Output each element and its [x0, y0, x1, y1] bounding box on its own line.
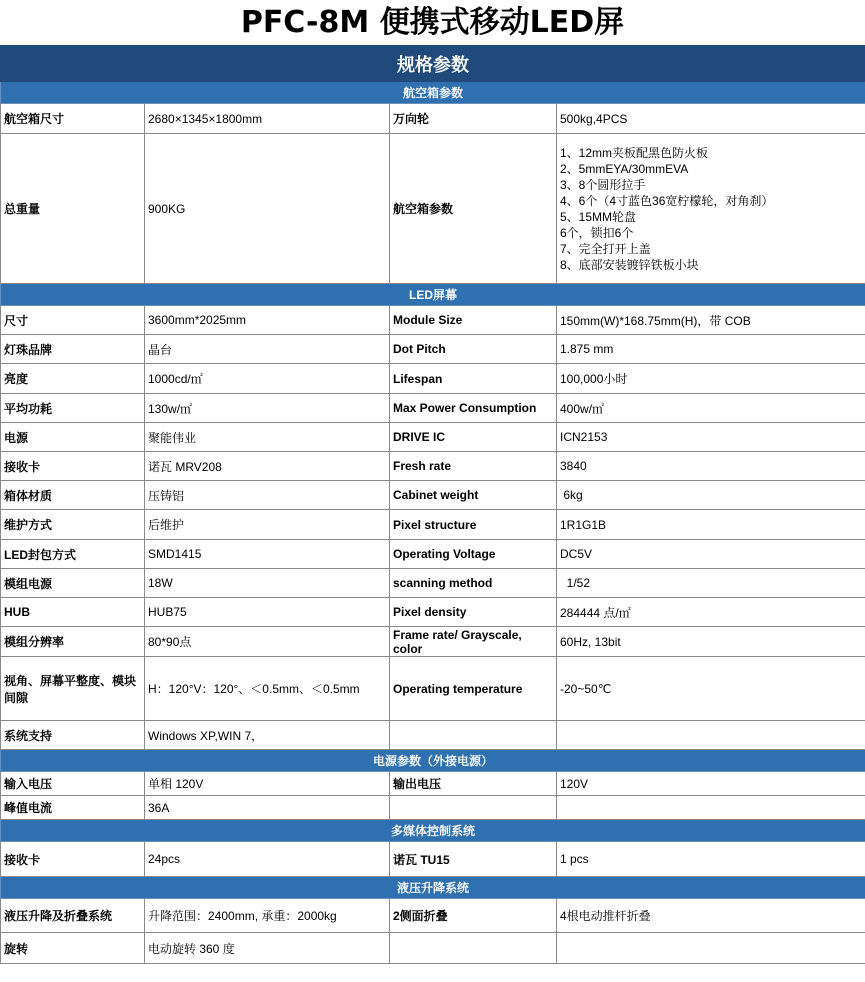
param-value: 900KG: [145, 134, 390, 284]
param-value: 升降范围：2400mm, 承重：2000kg: [145, 899, 390, 933]
param-value-2: 4根电动推杆折叠: [557, 899, 865, 933]
param-value-2: DC5V: [557, 540, 865, 569]
param-name-2: Pixel density: [390, 598, 557, 627]
table-row: [1, 104, 865, 134]
param-value: 36A: [145, 796, 390, 820]
param-name: 模组分辨率: [1, 627, 145, 657]
param-value-2: 100,000小时: [557, 364, 865, 394]
table-row: [1, 569, 865, 598]
param-value: 电动旋转 360 度: [145, 933, 390, 964]
page-title: PFC-8M 便携式移动LED屏: [240, 5, 625, 40]
section-header: 液压升降系统: [1, 877, 865, 899]
param-name: 箱体材质: [1, 481, 145, 510]
param-name: 航空箱尺寸: [1, 104, 145, 134]
param-value: 后维护: [145, 510, 390, 540]
param-value: Windows XP,WIN 7，: [145, 721, 390, 750]
param-name-2: Frame rate/ Grayscale, color: [390, 627, 557, 657]
param-name: 输入电压: [1, 772, 145, 796]
param-name-2: DRIVE IC: [390, 423, 557, 452]
table-row: [1, 627, 865, 657]
table-row: [1, 481, 865, 510]
param-value: 聚能伟业: [145, 423, 390, 452]
param-name: 电源: [1, 423, 145, 452]
param-value: HUB75: [145, 598, 390, 627]
param-value-2: 1R1G1B: [557, 510, 865, 540]
table-row: [1, 772, 865, 796]
section-header-row: [1, 284, 865, 306]
param-value-2: 284444 点/㎡: [557, 598, 865, 627]
table-row: [1, 306, 865, 335]
param-name: 视角、屏幕平整度、模块间隙: [1, 657, 145, 721]
param-name: 液压升降及折叠系统: [1, 899, 145, 933]
param-name: 尺寸: [1, 306, 145, 335]
table-row: [1, 394, 865, 423]
table-row: [1, 452, 865, 481]
main-header: 规格参数: [1, 46, 865, 82]
param-name-2: 航空箱参数: [390, 134, 557, 284]
param-name-2: Cabinet weight: [390, 481, 557, 510]
param-name: HUB: [1, 598, 145, 627]
param-name-2: Max Power Consumption: [390, 394, 557, 423]
param-name: 总重量: [1, 134, 145, 284]
param-value: 18W: [145, 569, 390, 598]
table-row: [1, 598, 865, 627]
param-name: LED封包方式: [1, 540, 145, 569]
param-value-2: 1、12mm夹板配黑色防火板 2、5mmEYA/30mmEVA 3、8个圆形拉手 4、6个（4寸蓝色36宽柠檬轮，对角刹） 5、15MM轮盘 6个，锁扣6个 7、完全打开上盖 8、底部安装镀锌铁板小块: [557, 134, 865, 284]
param-name-2: scanning method: [390, 569, 557, 598]
param-name-2: 诺瓦 TU15: [390, 842, 557, 877]
param-value-2: 120V: [557, 772, 865, 796]
table-row: [1, 933, 865, 964]
param-name-2: Pixel structure: [390, 510, 557, 540]
param-name: 亮度: [1, 364, 145, 394]
param-value-2: [557, 933, 865, 964]
main-header-row: [1, 46, 865, 82]
param-value: 压铸铝: [145, 481, 390, 510]
param-value-2: ICN2153: [557, 423, 865, 452]
section-header: 多媒体控制系统: [1, 820, 865, 842]
param-name-2: 2侧面折叠: [390, 899, 557, 933]
param-value: 晶台: [145, 335, 390, 364]
param-value-2: [557, 796, 865, 820]
param-value: 80*90点: [145, 627, 390, 657]
table-row: [1, 721, 865, 750]
param-value: 1000cd/㎡: [145, 364, 390, 394]
param-name-2: Dot Pitch: [390, 335, 557, 364]
section-header-row: [1, 877, 865, 899]
table-row: [1, 899, 865, 933]
table-row: [1, 364, 865, 394]
param-name-2: Operating Voltage: [390, 540, 557, 569]
param-value: 130w/㎡: [145, 394, 390, 423]
param-name: 旋转: [1, 933, 145, 964]
param-name: 灯珠品牌: [1, 335, 145, 364]
param-value: H：120°V：120°、＜0.5mm、＜0.5mm: [145, 657, 390, 721]
param-value-2: 400w/㎡: [557, 394, 865, 423]
param-name: 峰值电流: [1, 796, 145, 820]
param-value-2: 500kg,4PCS: [557, 104, 865, 134]
spec-table: [0, 45, 865, 964]
table-row: [1, 335, 865, 364]
param-name: 维护方式: [1, 510, 145, 540]
param-value-2: [557, 721, 865, 750]
param-name-2: 输出电压: [390, 772, 557, 796]
section-header: 电源参数（外接电源）: [1, 750, 865, 772]
table-row: [1, 540, 865, 569]
param-name-2: 万向轮: [390, 104, 557, 134]
param-value-2: 150mm(W)*168.75mm(H)，带 COB: [557, 306, 865, 335]
param-name-2: Fresh rate: [390, 452, 557, 481]
table-row: [1, 510, 865, 540]
param-name: 模组电源: [1, 569, 145, 598]
param-name-2: [390, 796, 557, 820]
param-value: SMD1415: [145, 540, 390, 569]
param-value: 2680×1345×1800mm: [145, 104, 390, 134]
param-name-2: Operating temperature: [390, 657, 557, 721]
param-value-2: 3840: [557, 452, 865, 481]
param-value: 24pcs: [145, 842, 390, 877]
param-value-2: -20~50℃: [557, 657, 865, 721]
param-value-2: 1/52: [557, 569, 865, 598]
table-row: [1, 134, 865, 284]
param-value-2: 6kg: [557, 481, 865, 510]
section-header: 航空箱参数: [1, 82, 865, 104]
table-row: [1, 657, 865, 721]
param-value: 诺瓦 MRV208: [145, 452, 390, 481]
section-header: LED屏幕: [1, 284, 865, 306]
param-name-2: [390, 933, 557, 964]
param-value-2: 60Hz, 13bit: [557, 627, 865, 657]
param-name-2: Module Size: [390, 306, 557, 335]
param-name: 接收卡: [1, 452, 145, 481]
param-name-2: Lifespan: [390, 364, 557, 394]
param-value: 单相 120V: [145, 772, 390, 796]
section-header-row: [1, 750, 865, 772]
section-header-row: [1, 820, 865, 842]
param-name: 接收卡: [1, 842, 145, 877]
table-row: [1, 423, 865, 452]
table-row: [1, 842, 865, 877]
param-value-2: 1.875 mm: [557, 335, 865, 364]
param-value: 3600mm*2025mm: [145, 306, 390, 335]
param-value-2: 1 pcs: [557, 842, 865, 877]
section-header-row: [1, 82, 865, 104]
param-name: 系统支持: [1, 721, 145, 750]
param-name: 平均功耗: [1, 394, 145, 423]
table-row: [1, 796, 865, 820]
param-name-2: [390, 721, 557, 750]
